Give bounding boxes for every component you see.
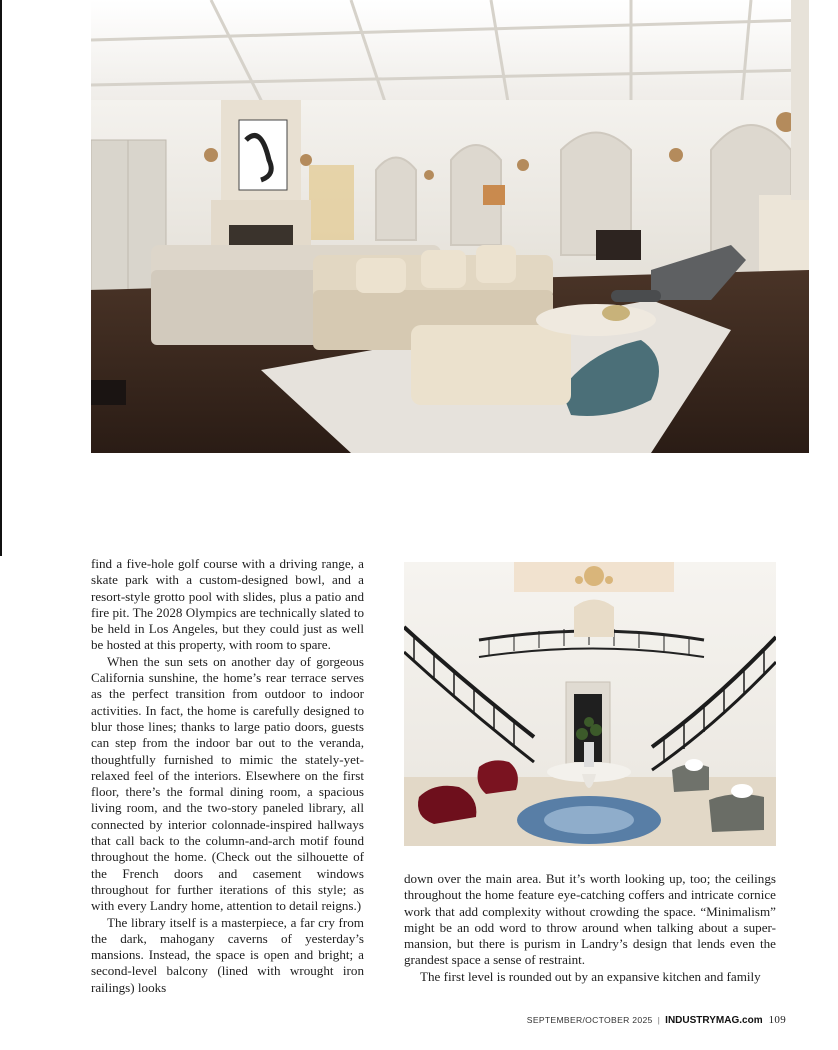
magazine-brand: INDUSTRYMAG.com bbox=[665, 1015, 763, 1026]
footer-separator: | bbox=[657, 1015, 661, 1025]
issue-date: SEPTEMBER/OCTOBER 2025 bbox=[526, 1015, 653, 1025]
article-column-right bbox=[404, 871, 776, 985]
paragraph: find a five-hole golf course with a driving range, a skate park with a custom-designed bowl, and a resort-style grotto pool with slides, plus a patio and fire pit. The 2028 Olympics are technically slated to be held in Los Angeles, but they could just as well be hosted at this property, with room to spare. bbox=[91, 556, 364, 653]
staircase-photo bbox=[404, 562, 776, 846]
page-edge-rule bbox=[0, 0, 2, 556]
paragraph: down over the main area. But it’s worth looking up, too; the ceilings throughout the home feature eye-catching coffers and intricate cornice work that add complexity without crowding the space. “Minimalism” might be an odd word to throw around when talking about a super-mansion, but there is purism in Landry’s design that lends even the grandest space a sense of restraint. bbox=[404, 871, 776, 968]
paragraph: When the sun sets on another day of gorgeous California sunshine, the home’s rear terrace serves as the perfect transition from outdoor to indoor activities. In fact, the home is carefully designed to blur those lines; thanks to large patio doors, guests can step from the indoor bar out to the veranda, thoughtfully furnished to mimic the stately-yet-relaxed feel of the interiors. Elsewhere on the first floor, there’s the formal dining room, a spacious living room, and the two-story paneled library, all connected by interior colonnade-inspired hallways that call back to the column-and-arch motif found throughout the home. (Check out the silhouette of the French doors and casement windows throughout for further iterations of this style; as with every Landry home, attention to detail reigns.) bbox=[91, 653, 364, 914]
living-room-photo bbox=[91, 0, 809, 453]
page-number: 109 bbox=[768, 1014, 786, 1026]
paragraph: The first level is rounded out by an expansive kitchen and family bbox=[420, 968, 761, 984]
page-footer bbox=[527, 1014, 786, 1026]
article-column-left bbox=[91, 556, 364, 996]
paragraph: The library itself is a masterpiece, a far cry from the dark, mahogany caverns of yesterday’s mansions. Instead, the space is open and bright; a second-level balcony (lined with wrought iron railings) looks bbox=[91, 914, 364, 995]
